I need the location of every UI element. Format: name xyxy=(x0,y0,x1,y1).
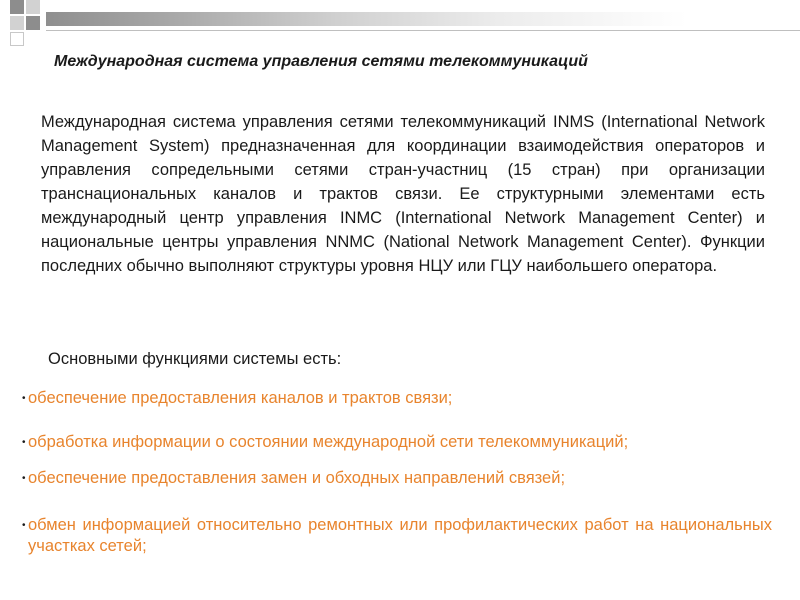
function-text: обеспечение предоставления замен и обходных направлений связей; xyxy=(28,469,566,487)
function-text: обработка информации о состоянии международной сети телекоммуникаций; xyxy=(28,433,629,451)
decor-square xyxy=(10,0,24,14)
decor-square xyxy=(10,16,24,30)
function-list-item xyxy=(22,432,772,453)
intro-paragraph: Международная система управления сетями телекоммуникаций INMS (International Network Management System) предназначенная для координации взаимодействия операторов и управления сопредельными сетями стран-участниц (15 стран) при организации транснациональных каналов и трактов связи. Ее структурными элементами есть международный центр управления INMC (International Network Management Center) и национальные центры управления NNMC (National Network Management Center). Функции последних обычно выполняют структуры уровня НЦУ или ГЦУ наибольшего оператора. xyxy=(41,113,765,275)
function-list-item xyxy=(22,388,772,409)
bullet-icon: • xyxy=(22,473,26,484)
decor-square xyxy=(10,32,24,46)
decor-square xyxy=(26,16,40,30)
header-divider xyxy=(46,30,800,31)
decor-square xyxy=(26,0,40,14)
header-gradient-band xyxy=(46,12,800,26)
bullet-icon: • xyxy=(22,437,26,448)
bullet-icon: • xyxy=(22,393,26,404)
function-list-item xyxy=(22,515,772,557)
function-text: обмен информацией относительно ремонтных или профилактических работ на национальных участках сетей; xyxy=(28,516,772,555)
function-list-item xyxy=(22,468,772,489)
slide-title: Международная система управления сетями телекоммуникаций xyxy=(54,53,588,70)
function-text: обеспечение предоставления каналов и трактов связи; xyxy=(28,389,453,407)
functions-heading: Основными функциями системы есть: xyxy=(48,350,342,368)
bullet-icon: • xyxy=(22,520,26,531)
